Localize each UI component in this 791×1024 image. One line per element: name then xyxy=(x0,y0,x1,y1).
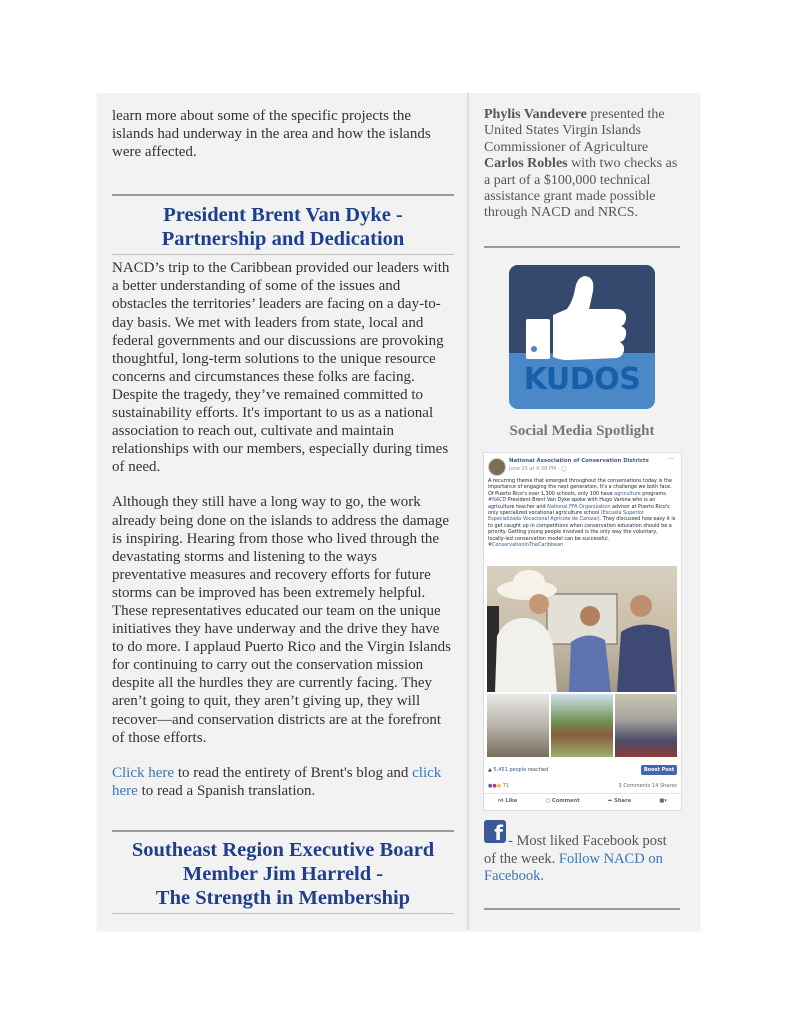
section-rule xyxy=(112,830,454,832)
comment-icon: ○ xyxy=(545,798,551,804)
like-button[interactable] xyxy=(498,798,517,804)
like-label: Like xyxy=(505,798,518,804)
intro-paragraph: learn more about some of the specific projects the islands had underway in the area and how the islands were affected. xyxy=(112,108,431,161)
reactions-count: 71 xyxy=(502,783,510,789)
facebook-icon[interactable]: f xyxy=(484,820,506,843)
section-rule xyxy=(112,194,454,196)
globe-icon: ◯ xyxy=(560,466,567,472)
caption-name: Carlos Robles xyxy=(484,156,568,172)
kudos-badge xyxy=(509,265,655,409)
hashtag-link[interactable]: #ConservationInTheCaribbean xyxy=(488,542,564,549)
caption-name: Phylis Vandevere xyxy=(484,107,587,122)
heading-line: Member Jim Harreld - xyxy=(182,862,384,885)
section-heading-president xyxy=(112,203,454,251)
follow-nacd-facebook-link[interactable]: Follow NACD on Facebook. xyxy=(484,850,663,884)
blog-links-paragraph xyxy=(112,764,454,800)
blog-link-text: to read the entirety of Brent's blog and xyxy=(174,764,413,781)
left-column xyxy=(112,107,454,914)
comment-button[interactable] xyxy=(545,798,579,804)
facebook-note xyxy=(484,833,680,886)
section-rule xyxy=(484,908,680,910)
boost-post-button[interactable]: Boost Post xyxy=(641,765,677,775)
hashtag-link[interactable]: agriculture xyxy=(614,490,641,497)
share-icon: ➦ xyxy=(607,798,613,804)
love-reaction-icon: ● xyxy=(492,783,497,789)
page-name[interactable]: National Association of Conservation Districts xyxy=(509,458,649,464)
mention-link[interactable]: (Escuela Superior Especializada Vocacional Agrícola de Carozal) xyxy=(488,510,644,523)
social-media-spotlight-title: Social Media Spotlight xyxy=(509,423,655,439)
post-text: A recurring theme that emerged throughout the conversations today is the importance of engaging the next generation. It's a challenge we both face. Of Puerto Rico's over 1,300 schools, only 100 have xyxy=(488,478,672,497)
comment-label: Comment xyxy=(551,798,580,804)
reach-label: reached xyxy=(526,767,549,773)
column-divider xyxy=(467,93,469,930)
photo-group[interactable] xyxy=(615,694,677,757)
comments-shares-count[interactable]: 3 Comments 14 Shares xyxy=(618,783,677,789)
reach-count[interactable]: 5,451 people xyxy=(493,767,527,773)
chevron-down-icon: ▾ xyxy=(664,798,667,804)
post-text: programs. xyxy=(640,490,668,497)
heading-underline xyxy=(112,913,454,914)
avatar-icon: ■ xyxy=(659,798,665,804)
facebook-post-card[interactable] xyxy=(483,452,682,811)
like-reaction-icon: ● xyxy=(488,783,493,789)
translation-link-text: to read a Spanish translation. xyxy=(137,782,316,799)
reactions-summary[interactable] xyxy=(488,783,509,789)
blog-link[interactable]: Click here xyxy=(112,764,175,781)
thumbs-up-icon: 👍︎ xyxy=(498,798,504,804)
caption-text: with two checks as a part of a $100,000 technical assistance grant made possible through NACD and NRCS. xyxy=(484,156,678,221)
section-heading-harreld xyxy=(112,838,454,910)
caption-text: presented the United States Virgin Islands Commissioner of Agriculture xyxy=(484,107,665,155)
hashtag-link[interactable]: #NACD xyxy=(488,497,507,504)
wow-reaction-icon: ● xyxy=(496,783,502,789)
heading-line: The Strength in Membership xyxy=(155,886,411,909)
heading-line: Partnership and Dedication xyxy=(161,228,405,251)
heading-underline xyxy=(112,254,454,255)
post-actions-bar xyxy=(484,793,681,808)
facebook-note-text: - Most liked Facebook post of the week. xyxy=(484,833,667,867)
photo-illustration xyxy=(487,566,677,692)
share-label: Share xyxy=(614,798,632,804)
heading-line: Southeast Region Executive Board xyxy=(131,838,435,861)
heading-line: President Brent Van Dyke - xyxy=(163,204,403,227)
president-paragraph-2: Although they still have a long way to go, the work already being done on the islands to address the damage is inspiring. Hearing from those who lived through the devastating storms and listening to the ways preventative measures and recovery efforts for future storms can be improved has been extremely helpful. These representatives educated our team on the unique initiatives they have underway and the drive they have to do more. I applaud Puerto Rico and the Virgin Islands for continuing to carry out the conservation mission despite all the hurdles they are currently facing. They aren’t going to quit, they aren’t giving up, they will recover—and conservation districts are at the forefront of those efforts. xyxy=(112,494,451,746)
section-rule xyxy=(484,246,680,248)
page-avatar xyxy=(488,458,506,476)
audience-selector[interactable] xyxy=(659,798,667,804)
post-photo-grid[interactable] xyxy=(487,566,677,757)
reach-icon: ▲ xyxy=(488,767,492,773)
photo-conference-room[interactable] xyxy=(487,694,549,757)
post-date xyxy=(509,466,567,472)
photo-tree[interactable] xyxy=(551,694,613,757)
president-paragraph-1: NACD’s trip to the Caribbean provided our leaders with a better understanding of some of the issues and obstacles the territories’ leaders are facing on a day-to-day basis. We met with leaders from state, local and federal governments and our discussions are provoking thoughtful, long-term solutions to the unique resource concerns and circumstances these folks are facing. Despite the tragedy, they’ve remained committed to sustainability efforts. It's important to us as a national association to reach out, cultivate and maintain relationships with our members, especially during times of need. xyxy=(112,260,450,476)
photo-caption xyxy=(484,107,680,222)
post-body xyxy=(488,478,676,548)
post-text: President Brent Van Dyke spoke with Hugo Varona who is an agriculture teacher and xyxy=(488,497,656,510)
kudos-label: KUDOS xyxy=(523,362,641,397)
share-button[interactable] xyxy=(608,798,631,804)
more-options-icon[interactable]: ··· xyxy=(668,456,674,463)
photo-main-meeting[interactable] xyxy=(487,566,677,692)
post-date-text: June 25 at 4:38 PM · xyxy=(509,466,561,472)
right-column xyxy=(484,107,680,248)
spanish-translation-link[interactable]: click here xyxy=(112,764,442,799)
mention-link[interactable]: National FFA Organization xyxy=(547,503,611,510)
post-reach xyxy=(488,767,548,773)
post-text: . They discussed how easy it is to get caught up in competitions when conservation education should be a priority. Getting young people involved is the only way the voluntary, locally-led conservation model can be successful. xyxy=(488,516,676,542)
post-text: advisor at Puerto Rico's only specialized vocational agriculture school xyxy=(488,503,670,517)
